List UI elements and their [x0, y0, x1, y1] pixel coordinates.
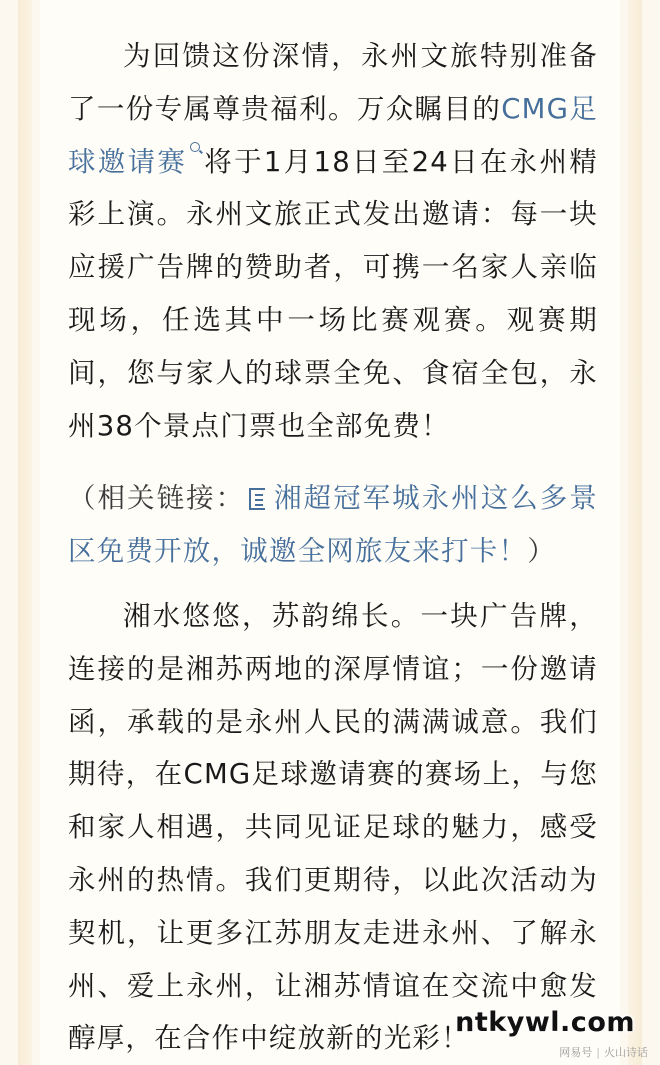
- paragraph-closing: 湘水悠悠，苏韵绵长。一块广告牌，连接的是湘苏两地的深厚情谊；一份邀请函，承载的是永州人民的满满诚意。我们期待，在CMG足球邀请赛的赛场上，与您和家人相遇，共同见证足球的魅力，感受永州的热情。我们更期待，以此次活动为契机，让更多江苏朋友走进永州、了解永州、爱上永州，让湘苏情谊在交流中愈发醇厚，在合作中绽放新的光彩！: [68, 600, 598, 1055]
- cmg-cup-link[interactable]: CMG足球邀请赛: [68, 92, 599, 178]
- source-credit: [559, 1044, 648, 1060]
- page-right-edge: [628, 0, 642, 1065]
- paragraph-benefit-text-b: 将于1月18日至24日在永州精彩上演。永州文旅正式发出邀请：每一块应援广告牌的赞助者，可携一名家人亲临现场，任选其中一场比赛观赛。观赛期间，您与家人的球票全免、食宿全包，永州38个景点门票也全部免费！: [68, 145, 598, 442]
- page-left-edge: [18, 0, 32, 1065]
- paragraph-benefit: [68, 30, 598, 452]
- watermark: ntkywl.com: [455, 1007, 635, 1038]
- source-author: 火山诗话: [604, 1046, 648, 1059]
- related-link-suffix: ）: [527, 534, 556, 567]
- related-link-prefix: （相关链接：: [68, 482, 246, 514]
- document-icon: [249, 488, 265, 510]
- search-icon[interactable]: [189, 136, 203, 154]
- paragraph-benefit-text-a: 为回馈这份深情，永州文旅特别准备了一份专属尊贵福利。万众瞩目的: [68, 40, 598, 125]
- paragraph-related-link: [68, 472, 598, 578]
- source-platform: 网易号: [559, 1046, 593, 1059]
- related-article-link[interactable]: 湘超冠军城永州这么多景区免费开放，诚邀全网旅友来打卡！: [68, 482, 599, 567]
- source-separator: |: [596, 1046, 600, 1059]
